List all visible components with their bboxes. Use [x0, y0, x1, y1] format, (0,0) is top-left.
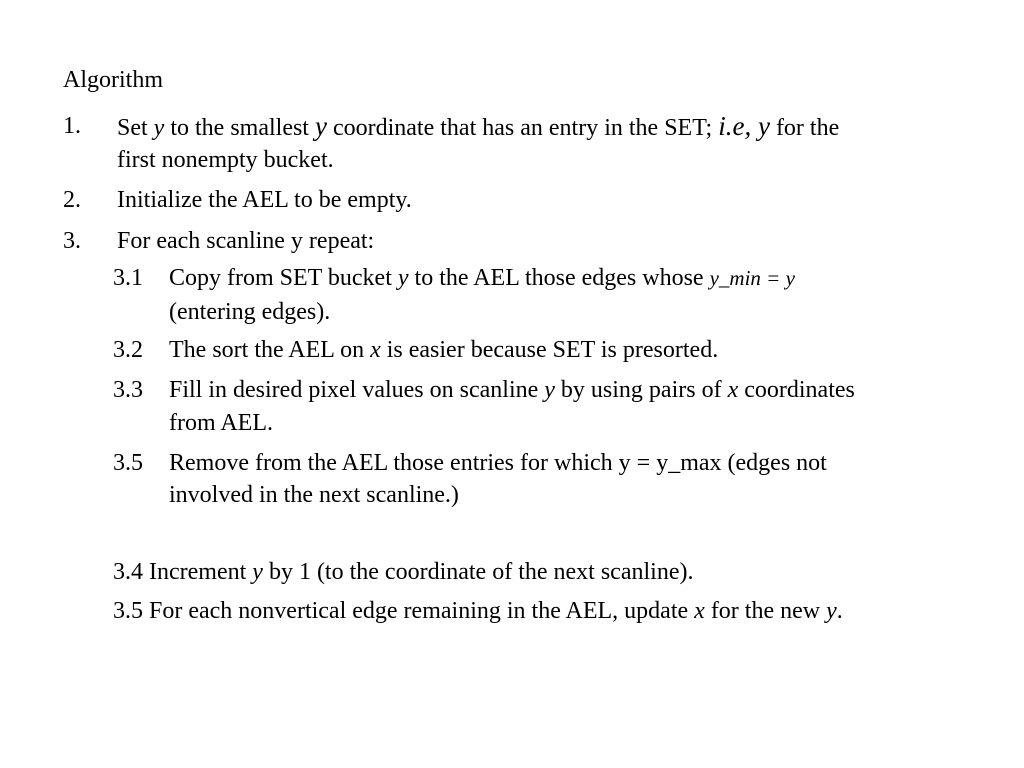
text-run: 3.5 For each nonvertical edge remaining in the AEL, update — [113, 598, 695, 624]
item-3-line-1: For each scanline y repeat: — [117, 228, 375, 254]
math-variable: y — [544, 377, 555, 403]
math-variable: x — [727, 377, 739, 403]
item-number: 3. — [63, 228, 81, 254]
item-number: 2. — [63, 187, 81, 213]
item-1-line-2: first nonempty bucket. — [117, 147, 334, 173]
text-run: coordinates — [738, 377, 855, 403]
text-run: The sort the AEL on — [169, 337, 371, 363]
math-expression: i.e, y — [718, 111, 770, 141]
subitem-number: 3.2 — [113, 337, 143, 363]
math-variable: x — [694, 598, 705, 624]
math-expression: y_min = y — [709, 266, 795, 290]
step-3-4 — [113, 558, 693, 586]
subitem-3-1-line-2: (entering edges). — [169, 299, 331, 325]
subitem-3-3-line-2: from AEL. — [169, 410, 273, 436]
text-run: Copy from SET bucket — [169, 265, 398, 291]
subitem-3-1-line-1 — [169, 264, 795, 292]
item-2-line-1: Initialize the AEL to be empty. — [117, 187, 412, 213]
math-variable: y — [252, 559, 263, 585]
text-run: coordinate that has an entry in the SET; — [326, 115, 719, 141]
text-run: for the new — [704, 598, 827, 624]
subitem-3-2-line-1 — [169, 336, 718, 364]
text-run: . — [836, 598, 843, 624]
text-run: Fill in desired pixel values on scanline — [169, 377, 545, 403]
subitem-3-3-line-1 — [169, 376, 855, 404]
subitem-3-5-line-1: Remove from the AEL those entries for which y = y_max (edges not — [169, 450, 827, 476]
item-1-line-1 — [117, 112, 839, 142]
math-variable: y — [397, 265, 409, 291]
text-run: is easier because SET is presorted. — [380, 337, 719, 363]
text-run: to the AEL those edges whose — [408, 265, 710, 291]
text-run: for the — [769, 115, 840, 141]
text-run: by 1 (to the coordinate of the next scanline). — [262, 559, 694, 585]
subitem-number: 3.5 — [113, 450, 143, 476]
subitem-number: 3.3 — [113, 377, 143, 403]
text-run: to the smallest — [164, 115, 315, 141]
math-variable: y — [314, 111, 327, 141]
text-run: 3.4 Increment — [113, 559, 253, 585]
item-number: 1. — [63, 113, 81, 139]
math-variable: y — [153, 115, 165, 141]
text-run: by using pairs of — [554, 377, 728, 403]
subitem-number: 3.1 — [113, 265, 143, 291]
step-3-5 — [113, 597, 843, 625]
math-variable: y — [826, 598, 837, 624]
math-variable: x — [370, 337, 381, 363]
slide-title: Algorithm — [63, 67, 163, 93]
text-run: Set — [117, 115, 154, 141]
subitem-3-5-line-2: involved in the next scanline.) — [169, 482, 459, 508]
